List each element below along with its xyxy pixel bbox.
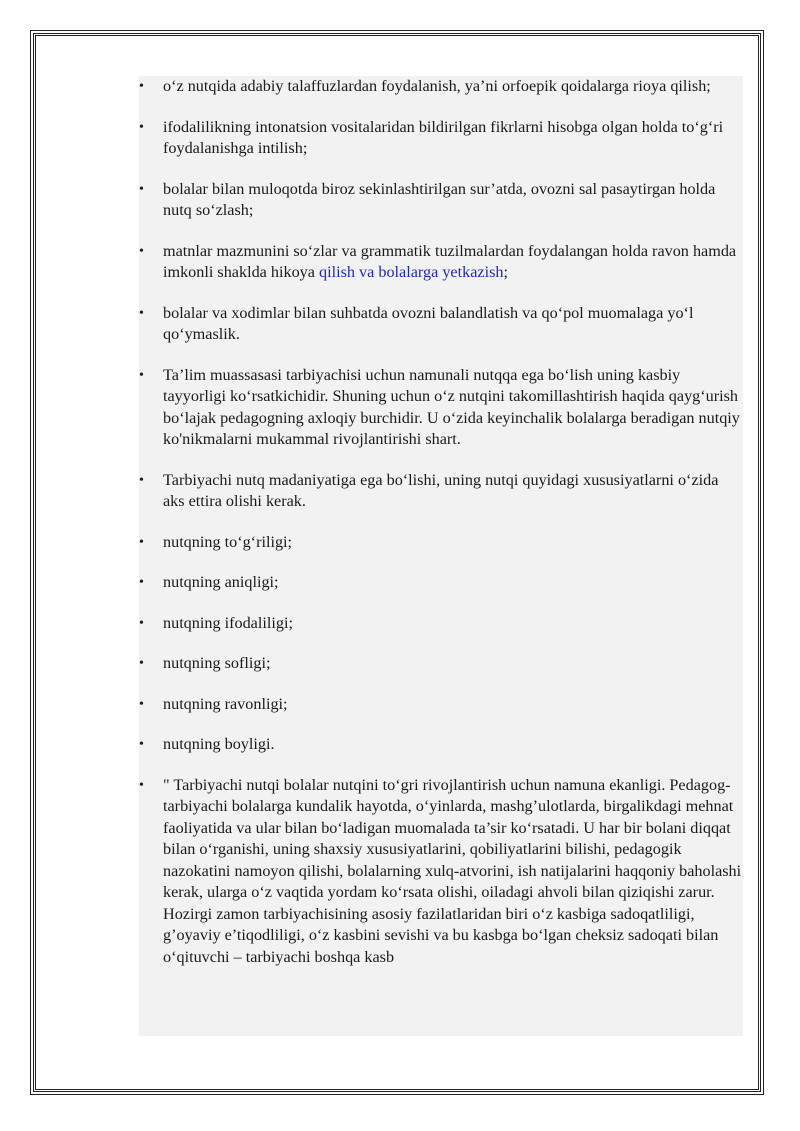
list-item-text: bolalar bilan muloqotda biroz sekinlashtirilgan sur’atda, ovozni sal pasaytirgan holda nutq so‘zlash; xyxy=(163,179,716,219)
bullet-icon: • xyxy=(139,696,144,712)
list-item-text: " Tarbiyachi nutqi bolalar nutqini to‘gri rivojlantirish uchun namuna ekanligi. Pedagog-tarbiyachi bolalarga kundalik hayotda, o‘yinlarda, mashg’ulotlarda, birgalikdagi mehnat faoliyatida va ular bilan bo‘ladigan muomalada ta’sir ko‘rsatadi. U har bir bolani diqqat bilan o‘rganishi, uning shaxsiy xususiyatlarini, qobiliyatlarini bilishi, pedagogik nazokatini namoyon qilishi, bolalarning xulq-atvorini, ish natijalarini haqqoniy baholashi kerak, ularga o‘z vaqtida yordam ko‘rsata olishi, oiladagi ahvoli bilan qiziqishi zarur. Hozirgi zamon tarbiyachisining asosiy fazilatlaridan biri o‘z kasbiga sadoqatliligi, g’oyaviy e’tiqodliligi, o‘z kasbini sevishi va bu kasbga bo‘lgan cheksiz sadoqati bilan o‘qituvchi – tarbiyachi boshqa kasb xyxy=(163,775,742,966)
list-item xyxy=(139,613,743,635)
list-item-text: o‘z nutqida adabiy talaffuzlardan foydalanish, ya’ni orfoepik qoidalarga rioya qilish; xyxy=(163,77,711,95)
bullet-icon: • xyxy=(139,575,144,590)
list-item xyxy=(139,694,743,716)
bullet-icon: • xyxy=(139,305,144,321)
list-item-text: Tarbiyachi nutq madaniyatiga ega bo‘lishi, uning nutqi quyidagi xususiyatlarni o‘zida aks ettira olishi kerak. xyxy=(163,470,719,510)
bullet-icon: • xyxy=(139,777,144,793)
list-item xyxy=(139,532,743,554)
list-item-text: nutqning ifodaliligi; xyxy=(163,613,293,632)
list-item-text: bolalar va xodimlar bilan suhbatda ovozni balandlatish va qo‘pol muomalaga yo‘l qo‘ymaslik. xyxy=(163,303,694,343)
bullet-icon: • xyxy=(139,181,144,197)
list-item xyxy=(139,76,743,98)
bullet-list xyxy=(139,76,743,968)
bullet-icon: • xyxy=(139,656,144,671)
list-item-text: nutqning to‘g‘riligi; xyxy=(163,532,293,551)
bullet-icon: • xyxy=(139,472,144,488)
document-body xyxy=(139,76,743,1036)
list-item-text: nutqning aniqligi; xyxy=(163,573,279,591)
bullet-icon: • xyxy=(139,79,144,94)
list-item xyxy=(139,572,743,594)
list-item-text: nutqning boyligi. xyxy=(163,735,275,753)
list-item xyxy=(139,241,743,284)
list-item xyxy=(139,117,743,160)
bullet-icon: • xyxy=(139,534,144,550)
list-item xyxy=(139,775,743,969)
bullet-icon: • xyxy=(139,737,144,752)
list-item xyxy=(139,470,743,513)
list-item-text: Ta’lim muassasasi tarbiyachisi uchun namunali nutqqa ega bo‘lish uning kasbiy tayyorligi ko‘rsatkichidir. Shuning uchun o‘z nutqini takomillashtirish haqida qayg‘urish bo‘lajak pedagogning axloqiy burchidir. U o‘zida keyinchalik bolalarga beradigan nutqiy ko'nikmalarni mukammal rivojlantirishi shart. xyxy=(163,365,740,448)
list-item xyxy=(139,734,743,756)
list-item xyxy=(139,179,743,222)
bullet-icon: • xyxy=(139,367,144,383)
list-item-text-end: ; xyxy=(503,263,508,281)
list-item-text: nutqning ravonligi; xyxy=(163,694,288,713)
list-item xyxy=(139,303,743,346)
bullet-icon: • xyxy=(139,119,144,135)
list-item-text: nutqning sofligi; xyxy=(163,654,271,672)
list-item-text: matnlar mazmunini so‘zlar va grammatik tuzilmalardan foydalangan holda ravon hamda imkonli shaklda hikoya xyxy=(163,241,737,281)
bullet-icon: • xyxy=(139,615,144,631)
inline-link[interactable]: qilish va bolalarga yetkazish xyxy=(319,263,504,281)
list-item xyxy=(139,653,743,675)
list-item-text: ifodalilikning intonatsion vositalaridan bildirilgan fikrlarni hisobga olgan holda to‘g‘ri foydalanishga intilish; xyxy=(163,117,724,157)
list-item xyxy=(139,365,743,451)
bullet-icon: • xyxy=(139,243,144,259)
